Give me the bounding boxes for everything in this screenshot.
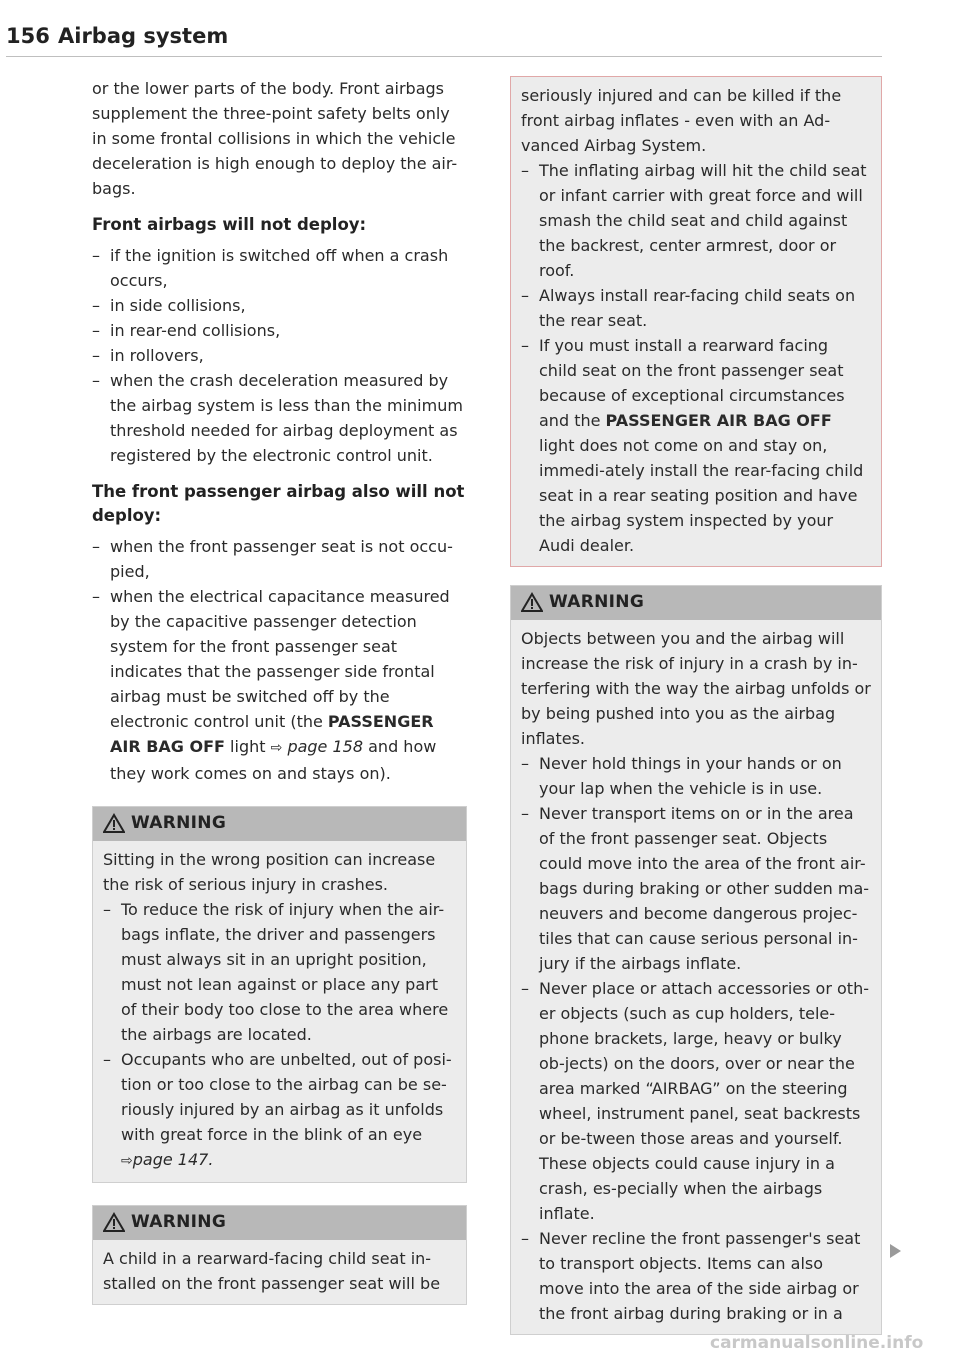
warning-box-sitting-position (92, 806, 467, 1183)
warning-intro: Objects between you and the airbag will increase the risk of injury in a crash by in-terfering with the way the airbag unfolds or by being pushed into you as the airbag inflates. (521, 629, 871, 748)
heading-front-airbags-not-deploy: Front airbags will not deploy: (92, 215, 367, 234)
page-number: 156 (6, 24, 50, 48)
list-item: – in side collisions, (92, 293, 467, 318)
list-text: Occupants who are unbelted, out of posi-tion or too close to the airbag can be se-riously injured by an airbag as it unfolds with great force in the blink of an eye (121, 1050, 452, 1144)
heading-passenger-airbag-not-deploy: The front passenger airbag also will not deploy: (92, 482, 465, 525)
list-item: – in rear-end collisions, (92, 318, 467, 343)
warning-triangle-icon (103, 1212, 125, 1233)
list-text: and how they work comes on and stays on). (110, 737, 437, 783)
list-item: – To reduce the risk of injury when the air-bags inflate, the driver and passengers must always sit in an upright position, must not lean against or place any part of their body too close to the area where the airbags are located. (103, 897, 456, 1047)
warning-header (93, 807, 466, 841)
list-text: light does not come on and stay on, immedi-ately install the rear-facing child seat in a rear seating position and have the airbag system inspected by your Audi dealer. (539, 436, 864, 555)
warning-intro: A child in a rearward-facing child seat in-stalled on the front passenger seat will be (103, 1249, 441, 1293)
warning-intro: Sitting in the wrong position can increase the risk of serious injury in crashes. (103, 850, 436, 894)
page-ref-arrow-icon: ⇨ (270, 740, 283, 756)
list-item (521, 333, 871, 558)
warning-header (93, 1206, 466, 1240)
list-item: – Never transport items on or in the area of the front passenger seat. Objects could move into the area of the front air-bags during braking or other sudden ma-neuvers and become dangerous projec-tiles that can cause serious personal in-jury if the airbags inflate. (521, 801, 871, 976)
list-item: – The inflating airbag will hit the child seat or infant carrier with great force and will smash the child seat and child against the backrest, center armrest, door or roof. (521, 158, 871, 283)
continuation-text: seriously injured and can be killed if the front airbag inflates - even with an Ad-vanced Airbag System. (521, 86, 842, 155)
warning-triangle-icon (103, 813, 125, 834)
page-reference-link[interactable]: page 147. (132, 1150, 214, 1169)
warning-header (511, 586, 881, 620)
list-text: when the electrical capacitance measured by the capacitive passenger detection system for the front passenger seat indicates that the passenger side frontal airbag must be switched off by the electronic control unit (the (110, 587, 450, 731)
indicator-name: PASSENGER AIR BAG OFF (605, 411, 832, 430)
indicator-name: PASSENGER AIR BAG OFF (110, 712, 434, 756)
right-column (510, 76, 882, 1335)
page-header (0, 18, 960, 58)
page-reference-link[interactable]: page 158 (287, 737, 364, 756)
warning-triangle-icon (521, 592, 543, 613)
warning-body (93, 1240, 466, 1304)
warning-title: WARNING (549, 592, 645, 612)
warning-list (521, 751, 871, 1326)
list-text: If you must install a rearward facing child seat on the front passenger seat because of exceptional circumstances and the (539, 336, 845, 430)
list-item (103, 1047, 456, 1174)
list-front-airbags (92, 243, 467, 468)
list-item: – Always install rear-facing child seats on the rear seat. (521, 283, 871, 333)
page-ref-arrow-icon: ⇨ (121, 1153, 133, 1169)
warning-list (103, 897, 456, 1174)
warning-title: WARNING (131, 813, 227, 833)
list-item: – if the ignition is switched off when a crash occurs, (92, 243, 467, 293)
list-item: – in rollovers, (92, 343, 467, 368)
continued-arrow-icon (890, 1244, 901, 1258)
intro-paragraph: or the lower parts of the body. Front airbags supplement the three-point safety belts only in some frontal collisions in which the vehicle deceleration is high enough to deploy the air-bags. (92, 79, 458, 198)
list-item: – when the front passenger seat is not occu-pied, (92, 534, 467, 584)
warning-body (511, 620, 881, 1334)
list-passenger-airbag (92, 534, 467, 786)
section-title: Airbag system (58, 24, 229, 48)
left-column (92, 76, 467, 1305)
warning-continuation-box (510, 76, 882, 567)
list-item: – when the crash deceleration measured by the airbag system is less than the minimum threshold needed for airbag deployment as registered by the electronic control unit. (92, 368, 467, 468)
warning-body (93, 841, 466, 1182)
list-text: light (224, 737, 271, 756)
warning-box-objects (510, 585, 882, 1335)
warning-box-child-seat (92, 1205, 467, 1305)
watermark: carmanualsonline.info (710, 1333, 924, 1353)
list-item: – Never hold things in your hands or on your lap when the vehicle is in use. (521, 751, 871, 801)
list-item (92, 584, 467, 786)
list-item: – Never place or attach accessories or oth-er objects (such as cup holders, tele-phone brackets, large, heavy or bulky ob-jects) on the doors, over or near the area marked “AIRBAG” on the steering wheel, instrument panel, seat backrests or be-tween those areas and yourself. These objects could cause injury in a crash, es-pecially when the airbags inflate. (521, 976, 871, 1226)
header-divider (6, 56, 882, 57)
warning-title: WARNING (131, 1212, 227, 1232)
continuation-list (521, 158, 871, 558)
list-item: – Never recline the front passenger's seat to transport objects. Items can also move into the area of the side airbag or the front airbag during braking or in a (521, 1226, 871, 1326)
